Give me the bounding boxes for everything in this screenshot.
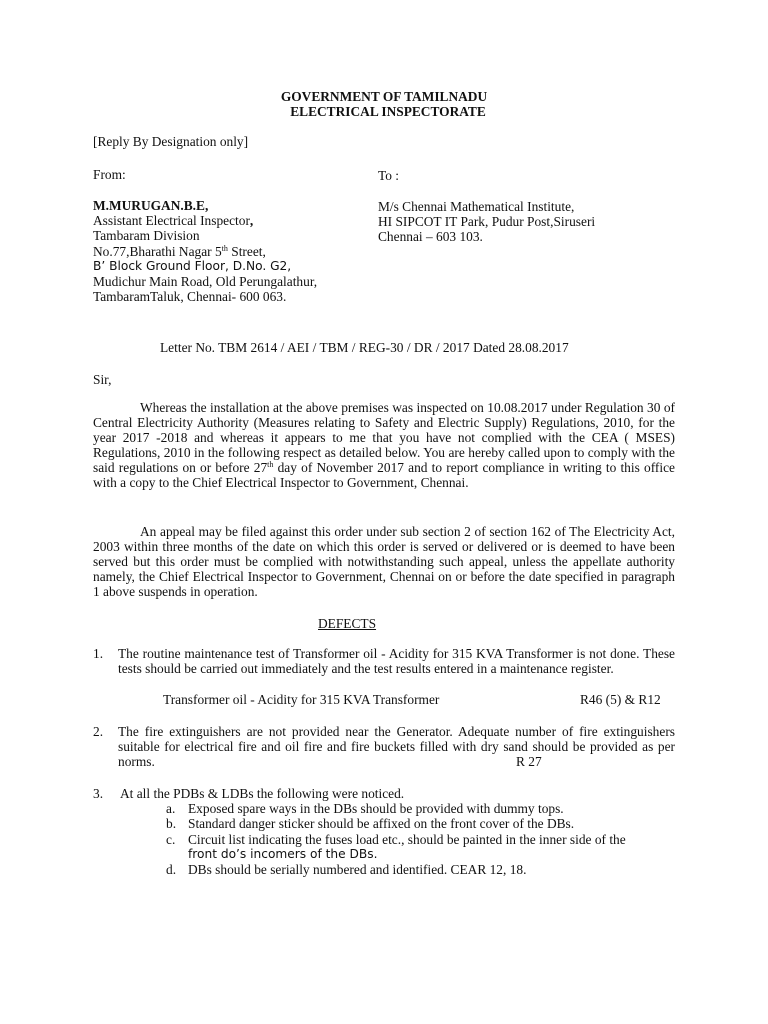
salutation: Sir,	[93, 372, 112, 387]
defect-3b-text: Standard danger sticker should be affixed on the front cover of the DBs.	[188, 816, 575, 831]
sender-designation-text: Assistant Electrical Inspector	[93, 213, 250, 228]
sender-name: M.MURUGAN.B.E,	[93, 198, 209, 213]
defect-3b-letter: b.	[166, 816, 177, 831]
defect-2-number: 2.	[93, 724, 104, 739]
sender-division: Tambaram Division	[93, 228, 200, 243]
from-label: From:	[93, 167, 126, 182]
defect-1-text: The routine maintenance test of Transformer oil - Acidity for 315 KVA Transformer is not done. These tests should be carried out immediately and the test results entered in a maintenance register.	[118, 646, 675, 676]
defect-3-number: 3.	[93, 786, 104, 801]
sender-address-line-1-end: Street,	[227, 244, 266, 259]
body-paragraph-1-main: Whereas the installation at the above premises was inspected on 10.08.2017 under Regulation 30 of Central Electricity Authority (Measures relating to Safety and Electric Supply) Regulations, 2010, for the year 2017 -2018 and whereas it appears to me that you have not complied with the CEA ( MSES) Regulations, 2010 in the following respect as detailed below. You are hereby called upon to comply with the said regulations on or before 27	[93, 400, 675, 475]
defect-3c-letter: c.	[166, 832, 176, 847]
defect-1-number: 1.	[93, 646, 104, 661]
recipient-line-1: M/s Chennai Mathematical Institute,	[378, 199, 575, 214]
defect-3c-text-continued: front do’s incomers of the DBs.	[188, 847, 378, 861]
defect-3d-text: DBs should be serially numbered and identified. CEAR 12, 18.	[188, 862, 527, 877]
body-paragraph-2: An appeal may be filed against this order under sub section 2 of section 162 of The Electricity Act, 2003 within three months of the date on which this order is served or delivered or is deemed to have been served but this order must be complied with notwithstanding such appeal, unless the appellate authority namely, the Chief Electrical Inspector to Government, Chennai on or before the date specified in paragraph 1 above suspends in operation.	[93, 524, 675, 599]
defect-3a-letter: a.	[166, 801, 176, 816]
sender-address-line-3: Mudichur Main Road, Old Perungalathur,	[93, 274, 318, 289]
body-paragraph-1-sup: th	[267, 460, 274, 469]
defect-3-text: At all the PDBs & LDBs the following were noticed.	[120, 786, 405, 801]
recipient-line-3: Chennai – 603 103.	[378, 229, 483, 244]
sender-designation	[93, 213, 253, 228]
body-paragraph-1-end: day of November 2017 and to report compliance in writing to this office with a copy to the Chief Electrical Inspector to Government, Chennai.	[93, 460, 675, 490]
sender-address-line-1	[93, 244, 266, 259]
sender-designation-comma: ,	[249, 213, 254, 228]
sender-address-line-4: TambaramTaluk, Chennai- 600 063.	[93, 289, 287, 304]
recipient-line-2: HI SIPCOT IT Park, Pudur Post,Siruseri	[378, 214, 596, 229]
sender-address-line-1-sup: th	[221, 244, 228, 253]
defect-1-rule: R46 (5) & R12	[580, 692, 661, 707]
header-inspectorate: ELECTRICAL INSPECTORATE	[290, 104, 486, 119]
defect-2-text: The fire extinguishers are not provided near the Generator. Adequate number of fire extinguishers suitable for electrical fire and oil fire and fire buckets filled with dry sand should be provided as per norms.	[118, 724, 675, 769]
defect-3c-text: Circuit list indicating the fuses load etc., should be painted in the inner side of the	[188, 832, 626, 847]
defect-1-detail: Transformer oil - Acidity for 315 KVA Transformer	[163, 692, 440, 707]
defect-3a-text: Exposed spare ways in the DBs should be provided with dummy tops.	[188, 801, 564, 816]
defect-3d-letter: d.	[166, 862, 177, 877]
letter-reference: Letter No. TBM 2614 / AEI / TBM / REG-30 / DR / 2017 Dated 28.08.2017	[160, 340, 569, 355]
body-paragraph-1	[93, 400, 675, 490]
to-label: To :	[378, 168, 400, 183]
header-government: GOVERNMENT OF TAMILNADU	[280, 89, 488, 104]
defect-2-rule: R 27	[516, 754, 542, 769]
reply-note: [Reply By Designation only]	[93, 134, 249, 149]
sender-address-line-1-main: No.77,Bharathi Nagar 5	[93, 244, 222, 259]
sender-address-line-2: B’ Block Ground Floor, D.No. G2,	[93, 259, 292, 273]
defects-title: DEFECTS	[318, 616, 377, 631]
